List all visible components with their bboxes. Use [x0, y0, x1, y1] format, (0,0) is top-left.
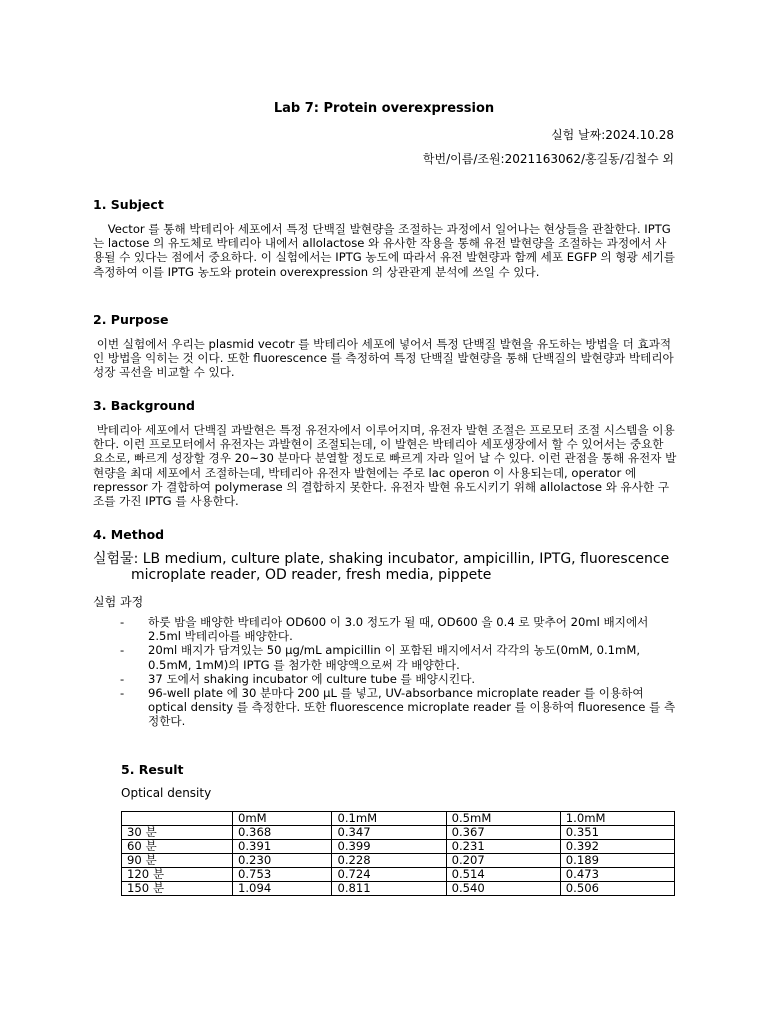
- subject-paragraph: Vector 를 통해 박테리아 세포에서 특정 단백질 발현량을 조절하는 과정에서 일어나는 현상들을 관찰한다. IPTG 는 lactose 의 유도체로 박테리아 내에서 allolactose 와 유사한 작용을 통해 유전 발현량을 조절하는 과정에서 사용될 수 있다는 점에서 중요하다. 이 실험에서는 IPTG 농도에 따라서 유전 발현량과 함께 세포 EGFP 의 형광 세기를 측정하여 이를 IPTG 농도와 protein overexpression 의 상관관계 분석에 쓰일 수 있다.: [93, 222, 679, 279]
- table-cell: 0.368: [233, 826, 332, 840]
- table-cell: 0.724: [332, 868, 446, 882]
- purpose-paragraph: 이번 실험에서 우리는 plasmid vecotr 를 박테리아 세포에 넣어서 특정 단백질 발현을 유도하는 방법을 더 효과적인 방법을 익히는 것 이다. 또한 fluorescence 를 측정하여 특정 단백질 발현량을 통해 단백질의 발현량과 박테리아 성장 곡선을 비교할 수 있다.: [93, 337, 678, 380]
- optical-density-table: [121, 811, 675, 896]
- procedure-label: 실험 과정: [93, 595, 144, 609]
- list-dash: -: [120, 686, 125, 701]
- list-dash: -: [120, 643, 125, 658]
- background-paragraph: 박테리아 세포에서 단백질 과발현은 특정 유전자에서 이루어지며, 유전자 발현 조절은 프로모터 조절 시스템을 이용한다. 이런 프로모터에서 유전자는 과발현이 조절되는데, 이 발현은 박테리아 세포생장에서 할 수 있어서는 중요한 요소로, 빠르게 성장할 경우 20~30 분마다 분열할 정도로 빠르게 자라 일어 날 수 있다. 이런 관점을 통해 유전자 발현량을 최대 세포에서 조절하는데, 박테리아 유전자 발현에는 주로 lac operon 이 사용되는데, operator 에 repressor 가 결합하여 polymerase 의 결합하지 못한다. 유전자 발현 유도시키기 위해 allolactose 와 유사한 구조를 가진 IPTG 를 사용한다.: [93, 423, 677, 509]
- procedure-step: - 하룻 밤을 배양한 박테리아 OD600 이 3.0 정도가 될 때, OD600 을 0.4 로 맞추어 20ml 배지에서 2.5ml 박테리아를 배양한다.: [120, 615, 649, 644]
- list-dash: -: [120, 615, 125, 629]
- table-cell: 0.540: [446, 882, 560, 896]
- table-cell: 0.514: [446, 868, 560, 882]
- materials-block: [93, 551, 693, 583]
- table-header-cell: 1.0mM: [560, 812, 674, 826]
- table-cell: 0.189: [560, 854, 674, 868]
- table-header-cell: 0.5mM: [446, 812, 560, 826]
- purpose-heading: 2. Purpose: [93, 312, 169, 327]
- procedure-step: - 20ml 배지가 담겨있는 50 μg/mL ampicillin 이 포함된 배지에서서 각각의 농도(0mM, 0.1mM, 0.5mM, 1mM)의 IPTG 를 첨가한 배양액으로써 각 배양한다.: [120, 643, 641, 672]
- procedure-step: - 96-well plate 에 30 분마다 200 μL 를 넣고, UV-absorbance microplate reader 를 이용하여 optical density 를 측정한다. 또한 fluorescence microplate reader 를 이용하여 fluoresence 를 측정한다.: [120, 686, 676, 729]
- table-header-cell: 0.1mM: [332, 812, 446, 826]
- result-heading: 5. Result: [121, 762, 184, 777]
- method-heading: 4. Method: [93, 527, 165, 542]
- table-header-cell: 0mM: [233, 812, 332, 826]
- background-heading: 3. Background: [93, 398, 195, 413]
- materials-line-1: 실험물: LB medium, culture plate, shaking incubator, ampicillin, IPTG, fluorescence: [93, 551, 670, 567]
- procedure-list: [120, 615, 680, 729]
- table-cell: 0.753: [233, 868, 332, 882]
- table-cell: 0.506: [560, 882, 674, 896]
- student-line: 학번/이름/조원:2021163062/홍길동/김철수 외: [422, 152, 674, 166]
- table-cell: 0.228: [332, 854, 446, 868]
- table-cell: 0.347: [332, 826, 446, 840]
- table-cell: 150 분: [122, 882, 233, 896]
- table-header-cell: [122, 812, 233, 826]
- table-cell: 0.207: [446, 854, 560, 868]
- table-row: [122, 882, 675, 896]
- document-title: Lab 7: Protein overexpression: [273, 101, 495, 116]
- table-row: [122, 826, 675, 840]
- table-cell: 60 분: [122, 840, 233, 854]
- table-cell: 0.392: [560, 840, 674, 854]
- table-cell: 0.473: [560, 868, 674, 882]
- table-row: [122, 854, 675, 868]
- materials-line-2: microplate reader, OD reader, fresh media, pippete: [131, 567, 492, 583]
- table-row: [122, 840, 675, 854]
- subject-heading: 1. Subject: [93, 197, 164, 212]
- procedure-step: - 37 도에서 shaking incubator 에 culture tube 를 배양시킨다.: [120, 671, 476, 686]
- table-cell: 0.811: [332, 882, 446, 896]
- list-dash: -: [120, 671, 125, 686]
- date-line: 실험 날짜:2024.10.28: [551, 128, 674, 142]
- table-caption: Optical density: [121, 786, 212, 800]
- table-cell: 90 분: [122, 854, 233, 868]
- table-cell: 0.230: [233, 854, 332, 868]
- table-header-row: [122, 812, 675, 826]
- table-cell: 0.367: [446, 826, 560, 840]
- table-cell: 0.231: [446, 840, 560, 854]
- table-cell: 120 분: [122, 868, 233, 882]
- table-cell: 0.399: [332, 840, 446, 854]
- table-cell: 0.351: [560, 826, 674, 840]
- table-cell: 30 분: [122, 826, 233, 840]
- table-cell: 0.391: [233, 840, 332, 854]
- table-row: [122, 868, 675, 882]
- table-cell: 1.094: [233, 882, 332, 896]
